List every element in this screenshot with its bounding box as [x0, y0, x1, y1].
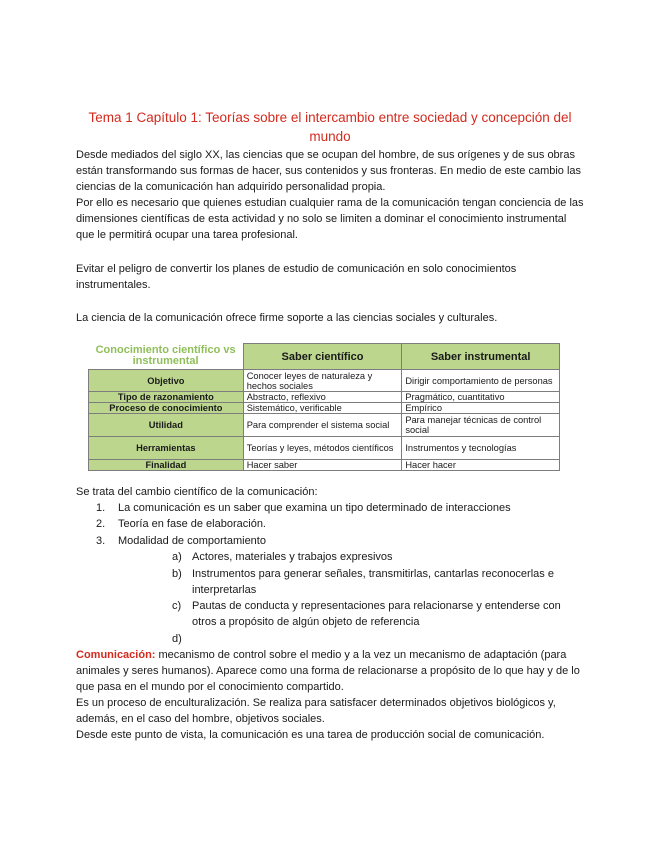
row-label: Herramientas [89, 437, 244, 460]
table-row [89, 437, 560, 460]
list-text: Teoría en fase de elaboración. [118, 518, 266, 530]
table-row [89, 370, 560, 392]
row-label: Objetivo [89, 370, 244, 392]
row-label: Tipo de razonamiento [89, 392, 244, 403]
closing-paragraph-1: Es un proceso de enculturalización. Se realiza para satisfacer determinados objetivos biológicos y, además, en el caso del hombre, objetivos sociales. [76, 697, 556, 725]
sublist-label: d) [172, 633, 182, 645]
closing-paragraph-2: Desde este punto de vista, la comunicación es una tarea de producción social de comunicación. [76, 729, 545, 741]
cell-cientifico: Abstracto, reflexivo [243, 392, 402, 403]
cell-cientifico: Sistemático, verificable [243, 403, 402, 414]
header-saber-cientifico: Saber científico [243, 344, 402, 370]
list-intro: Se trata del cambio científico de la comunicación: [76, 486, 318, 498]
table-row [89, 414, 560, 437]
list-number: 2. [96, 518, 106, 530]
cell-instrumental: Para manejar técnicas de control social [402, 414, 560, 437]
table-header-row [89, 344, 560, 370]
paragraph-2: Evitar el peligro de convertir los planes de estudio de comunicación en solo conocimientos instrumentales. [76, 263, 517, 291]
sublist-text: Actores, materiales y trabajos expresivos [192, 551, 393, 563]
intro-paragraph-2: Por ello es necesario que quienes estudian cualquier rama de la comunicación tengan conciencia de las dimensiones científicas de esta actividad y no solo se limiten a dominar el conocimiento instrumental que le permitirá ocupar una tarea profesional. [76, 197, 584, 241]
row-label: Finalidad [89, 460, 244, 471]
row-label: Utilidad [89, 414, 244, 437]
definition-term: Comunicación: [76, 649, 156, 661]
table-corner-title: Conocimiento científico vs instrumental [89, 344, 244, 370]
cell-cientifico: Conocer leyes de naturaleza y hechos sociales [243, 370, 402, 392]
list-number: 3. [96, 535, 106, 547]
sublist-label: a) [172, 551, 182, 563]
paragraph-3: La ciencia de la comunicación ofrece firme soporte a las ciencias sociales y culturales. [76, 312, 498, 324]
page-title: Tema 1 Capítulo 1: Teorías sobre el intercambio entre sociedad y concepción del mundo [88, 110, 572, 144]
definition-text: mecanismo de control sobre el medio y a la vez un mecanismo de adaptación (para animales y seres humanos). Aparece como una forma de relacionarse a propósito de lo que hay y de lo que pasa en el mundo por el conocimiento compartido. [76, 649, 580, 693]
cell-instrumental: Instrumentos y tecnologías [402, 437, 560, 460]
cell-instrumental: Empírico [402, 403, 560, 414]
header-saber-instrumental: Saber instrumental [402, 344, 560, 370]
cell-cientifico: Hacer saber [243, 460, 402, 471]
table-row [89, 392, 560, 403]
table-row [89, 460, 560, 471]
comparison-table [88, 343, 560, 471]
cell-cientifico: Teorías y leyes, métodos científicos [243, 437, 402, 460]
sublist-label: c) [172, 600, 182, 612]
sublist-text: Instrumentos para generar señales, transmitirlas, cantarlas reconocerlas e interpretarlas [192, 568, 554, 596]
list-text: La comunicación es un saber que examina un tipo determinado de interacciones [118, 502, 511, 514]
sublist-text: Pautas de conducta y representaciones para relacionarse y entenderse con otros a propósito de algún objeto de referencia [192, 600, 561, 628]
cell-cientifico: Para comprender el sistema social [243, 414, 402, 437]
sublist-label: b) [172, 568, 182, 580]
list-number: 1. [96, 502, 106, 514]
definition-paragraph [76, 647, 584, 695]
cell-instrumental: Hacer hacer [402, 460, 560, 471]
row-label: Proceso de conocimiento [89, 403, 244, 414]
cell-instrumental: Pragmático, cuantitativo [402, 392, 560, 403]
table-row [89, 403, 560, 414]
list-text: Modalidad de comportamiento [118, 535, 266, 547]
cell-instrumental: Dirigir comportamiento de personas [402, 370, 560, 392]
intro-paragraph-1: Desde mediados del siglo XX, las ciencias que se ocupan del hombre, de sus orígenes y de sus obras están transformando sus formas de hacer, sus contenidos y sus fronteras. En medio de este cambio las ciencias de la comunicación han adquirido personalidad propia. [76, 149, 582, 193]
